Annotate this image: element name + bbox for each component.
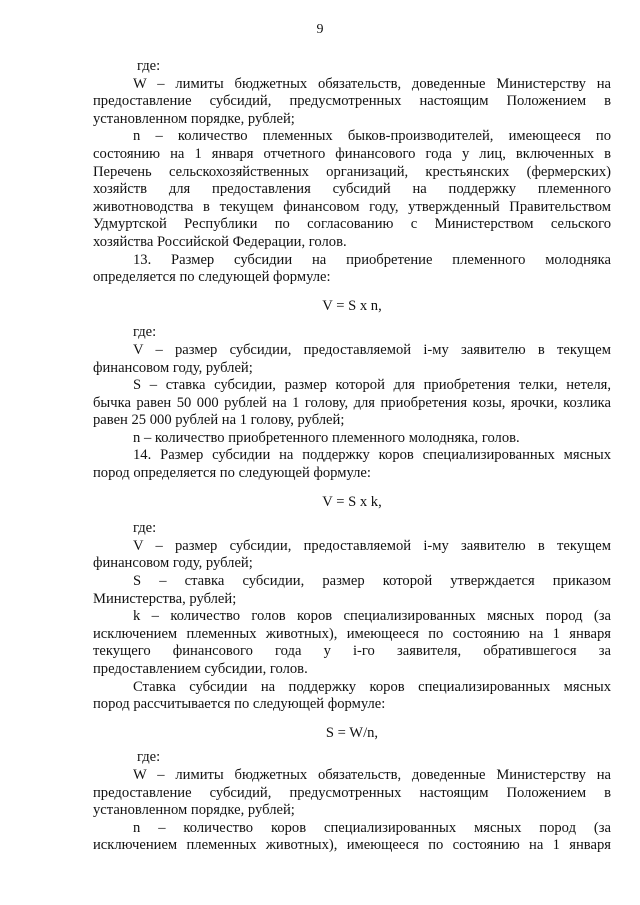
definition-w-line: предоставление субсидий, предусмотренных настоящим Положением в — [93, 784, 611, 801]
definition-s-line: S – ставка субсидии, размер которой утверждается приказом — [133, 573, 611, 590]
definition-n-line: n – количество племенных быков-производителей, имеющееся по — [133, 128, 611, 145]
definition-k-line: исключением племенных животных), имеющееся по состоянию на 1 января — [93, 625, 611, 642]
definition-s-line: равен 25 000 рублей на 1 голову, рублей; — [93, 412, 345, 429]
definition-n-line: состоянию на 1 января отчетного финансового года у лиц, включенных в — [93, 145, 611, 162]
definition-n-line: n – количество коров специализированных мясных пород (за — [133, 819, 611, 836]
definition-n-line: исключением племенных животных), имеющееся по состоянию на 1 января — [93, 837, 611, 854]
formula-s-w-n: S = W/n, — [325, 724, 379, 741]
definition-v-line: V – размер субсидии, предоставляемой i-му заявителю в текущем — [133, 341, 611, 358]
where-label: где: — [137, 749, 161, 766]
section-13-text: определяется по следующей формуле: — [93, 269, 331, 286]
definition-w-line: W – лимиты бюджетных обязательств, доведенные Министерству на — [133, 75, 611, 92]
rate-paragraph-line: пород рассчитывается по следующей формуле: — [93, 696, 386, 713]
formula-v-s-k: V = S x k, — [322, 493, 382, 510]
definition-w-line: установленном порядке, рублей; — [93, 110, 295, 127]
rate-paragraph-line: Ставка субсидии на поддержку коров специализированных мясных — [133, 678, 611, 695]
definition-w-line: предоставление субсидий, предусмотренных настоящим Положением в — [93, 93, 611, 110]
definition-s-line: S – ставка субсидии, размер которой для приобретения телки, нетеля, — [133, 377, 611, 394]
definition-v-line: финансовом году, рублей; — [93, 359, 253, 376]
definition-n-line: животноводства в текущем финансовом году, утвержденный Правительством — [93, 198, 611, 215]
definition-k-line: текущего финансового года у i-го заявителя, обратившегося за — [93, 643, 611, 660]
page-number: 9 — [316, 22, 324, 37]
definition-s-line: бычка равен 50 000 рублей на 1 голову, для приобретения козы, ярочки, козлика — [93, 394, 611, 411]
where-label: где: — [137, 58, 161, 74]
definition-v-line: V – размер субсидии, предоставляемой i-му заявителю в текущем — [133, 537, 611, 554]
definition-k-line: k – количество голов коров специализированных мясных пород (за — [133, 608, 611, 625]
definition-n-line: Перечень сельскохозяйственных организаций, крестьянских (фермерских) — [93, 163, 611, 180]
section-14-heading: 14. Размер субсидии на поддержку коров специализированных мясных — [133, 447, 611, 464]
definition-n-line: хозяйств для предоставления субсидий на поддержку племенного — [93, 181, 611, 198]
definition-w-line: установленном порядке, рублей; — [93, 802, 295, 819]
where-label: где: — [133, 520, 157, 537]
section-14-text: пород определяется по следующей формуле: — [93, 465, 371, 482]
definition-n-line: Удмуртской Республики по согласованию с Министерством сельского — [93, 216, 611, 233]
definition-k-line: предоставлением субсидии, голов. — [93, 661, 308, 677]
definition-n-line: хозяйства Российской Федерации, голов. — [93, 233, 347, 250]
definition-v-line: финансовом году, рублей; — [93, 555, 253, 572]
definition-s-line: Министерства, рублей; — [93, 590, 237, 607]
where-label: где: — [133, 324, 157, 341]
section-13-heading: 13. Размер субсидии на приобретение племенного молодняка — [133, 251, 611, 268]
definition-w-line: W – лимиты бюджетных обязательств, доведенные Министерству на — [133, 766, 611, 783]
definition-n-line: n – количество приобретенного племенного молодняка, голов. — [133, 429, 520, 446]
document-body — [93, 58, 611, 855]
formula-v-s-n: V = S x n, — [322, 297, 382, 314]
